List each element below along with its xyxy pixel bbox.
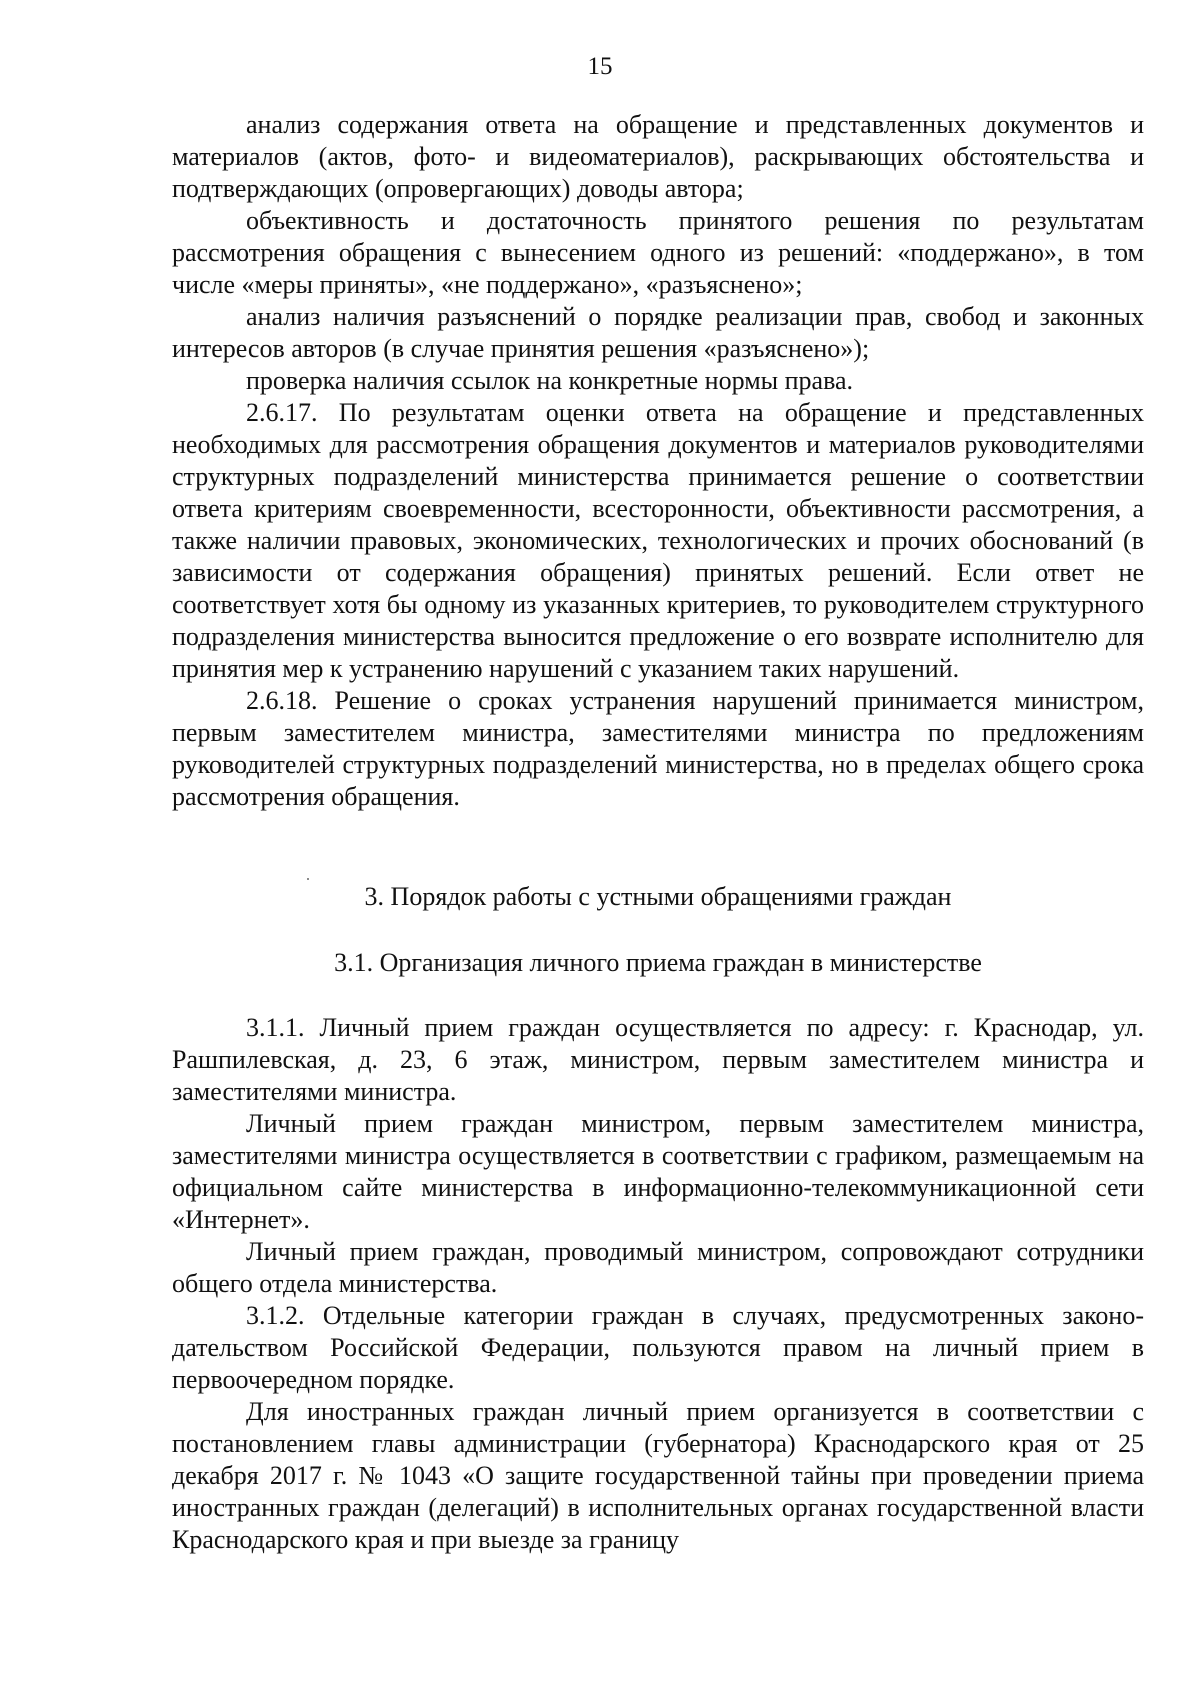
paragraph-3-1-1: 3.1.1. Личный прием граждан осуществляется по адресу: г. Краснодар, ул. Рашпилевская, д. 23, 6 этаж, министром, первым заместителем министра и заместителями министра.: [172, 1013, 1144, 1106]
paragraph-answer-analysis: анализ содержания ответа на обращение и представленных документов и материалов (актов, фото- и видеоматериалов), раскрывающих обстоятельства и подтверждающих (опровергающих) доводы автора;: [172, 110, 1144, 203]
page-number: 15: [587, 53, 613, 80]
paragraph-3-1-2: 3.1.2. Отдельные категории граждан в случаях, предусмотренных законо-дательством Российской Федерации, пользуются правом на личный прием в первоочередном порядке.: [172, 1301, 1144, 1394]
paragraph-legal-references-check: проверка наличия ссылок на конкретные нормы права.: [246, 366, 854, 395]
paragraph-reception-schedule: Личный прием граждан министром, первым заместителем министра, заместителями министра осуществляется в соответствии с графиком, размещаемым на официальном сайте министерства в информационно-телекоммуникационной сети «Интернет».: [172, 1109, 1144, 1234]
paragraph-reception-staff: Личный прием граждан, проводимый министром, сопровождают сотрудники общего отдела министерства.: [172, 1237, 1144, 1298]
section-3-1-heading: 3.1. Организация личного приема граждан в министерстве: [334, 948, 982, 977]
section-3-1-body: [172, 1012, 1144, 1556]
paragraph-foreign-citizens: Для иностранных граждан личный прием организуется в соответствии с постановлением главы администрации (губернатора) Краснодарского края от 25 декабря 2017 г. № 1043 «О защите государственной тайны при проведении приема иностранных граждан (делегаций) в исполнительных органах государственной власти Краснодарского края и при выезде за границу: [172, 1397, 1144, 1554]
scan-speck: [307, 878, 309, 880]
section-3-heading-block: [172, 881, 1144, 913]
section-2-6-continuation: [172, 109, 1144, 813]
paragraph-2-6-17: 2.6.17. По результатам оценки ответа на обращение и представленных необходимых для рассмотрения обращения документов и материалов руководителями структурных подразделений министерства принимается решение о соответствии ответа критериям своевременности, всесторонности, объективности рассмотрения, а также наличии правовых, экономических, технологических и прочих обоснований (в зависимости от содержания обращения) принятых решений. Если ответ не соответствует хотя бы одному из указанных критериев, то руководителем структурного подразделения министерства выносится предложение о его возврате исполнителю для принятия мер к устранению нарушений с указанием таких нарушений.: [172, 398, 1144, 683]
section-3-1-heading-block: [172, 947, 1144, 979]
section-3-heading: 3. Порядок работы с устными обращениями граждан: [364, 882, 952, 911]
paragraph-decision-objectivity: объективность и достаточность принятого решения по результатам рассмотрения обращения с вынесением одного из решений: «поддержано», в том числе «меры приняты», «не поддержано», «разъяснено»;: [172, 206, 1144, 299]
paragraph-explanations-analysis: анализ наличия разъяснений о порядке реализации прав, свобод и законных интересов авторов (в случае принятия решения «разъяснено»);: [172, 302, 1144, 363]
paragraph-2-6-18: 2.6.18. Решение о сроках устранения нарушений принимается министром, первым заместителем министра, заместителями министра по предложениям руководителей структурных подразделений министерства, но в пределах общего срока рассмотрения обращения.: [172, 686, 1144, 811]
